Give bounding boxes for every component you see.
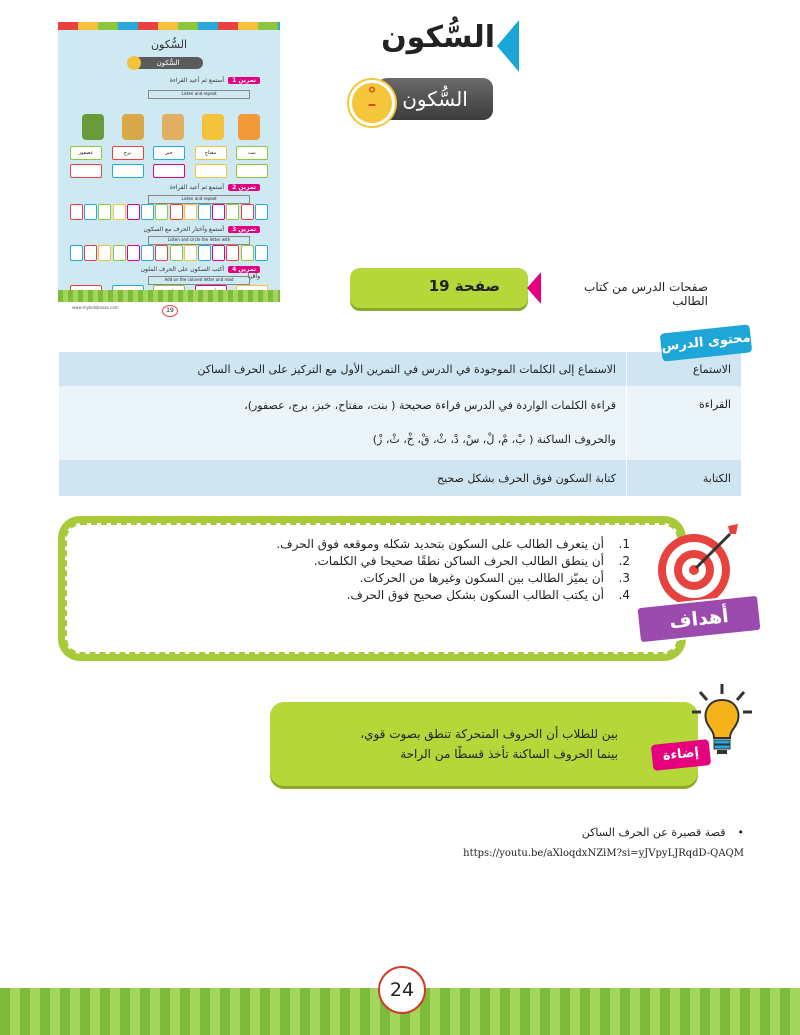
tip-line: بينما الحروف الساكنة تأخذ قسطًا من الراحة: [400, 747, 618, 761]
goals-box: [58, 516, 686, 661]
word-cell: مفتاح: [195, 146, 227, 160]
table-row: [59, 352, 742, 386]
word-cell: برج: [112, 146, 144, 160]
thumbnail-top-stripe: [58, 22, 280, 30]
goal-item: 4. أن يكتب الطالب السكون بشكل صحيح فوق الحرف.: [346, 588, 630, 602]
thumbnail-url: www.mykidsbooks.com: [72, 305, 119, 310]
thumbnail-letter-row: [70, 164, 268, 178]
thumbnail-step-4: تمرين 4أكتب السكون على الحرف الملون وأقرأ: [140, 266, 260, 280]
thumbnail-step-2: تمرين 2أستمع ثم أعيد القراءة: [130, 184, 260, 194]
tip-line: بين للطلاب أن الحروف المتحركة تنطق بصوت قوي،: [360, 727, 618, 741]
page-number: 24: [378, 966, 426, 1014]
tip-text: [288, 724, 618, 764]
thumbnail-note-3: Listen and circle the letter with: [148, 236, 250, 245]
lesson-banner: السُّكون: [377, 78, 493, 120]
description-line: والحروف الساكنة ( بْ، مْ، لْ، سْ، دْ، ثْ، قْ، خْ، ثْ، زْ): [372, 433, 616, 446]
story-text: قصة قصيرة عن الحرف الساكن: [581, 826, 726, 839]
thumbnail-word-row: [70, 146, 268, 160]
thumbnail-sukun-dot: [127, 56, 141, 70]
description-line: قراءة الكلمات الواردة في الدرس قراءة صحيحة ( بنت، مفتاح، خبز، برج، عصفور)،: [244, 399, 616, 412]
word-cell: عصفور: [70, 146, 102, 160]
student-book-thumbnail: [58, 22, 280, 314]
thumbnail-pill: السُّكون: [133, 57, 203, 69]
page-ref-text: صفحة 19: [428, 277, 500, 295]
description-cell: [59, 386, 627, 460]
goals-list: [276, 536, 628, 604]
thumbnail-square-row: [70, 204, 268, 218]
word-cell: بنت: [236, 146, 268, 160]
goal-item: 3. أن يميّز الطالب بين السكون وغيرها من الحركات.: [359, 571, 630, 585]
tower-image: [122, 114, 144, 140]
lesson-content-table: [58, 352, 741, 496]
pointer-triangle-icon: [527, 272, 541, 304]
goals-tag: أهداف الدرس: [635, 594, 762, 645]
bullet-icon: •: [737, 826, 744, 839]
sukun-symbol-badge: ـْ: [349, 80, 395, 126]
skill-cell: الكتابة: [627, 460, 742, 496]
thumbnail-bottom-stripe: [58, 290, 280, 302]
page-ref-pill: [350, 268, 528, 308]
word-cell: خبز: [153, 146, 185, 160]
thumbnail-step-1: تمرين 1أستمع ثم أعيد القراءة: [130, 77, 260, 87]
bread-image: [162, 114, 184, 140]
thumbnail-step-3: تمرين 3أستمع وأختار الحرف مع السكون: [130, 226, 260, 236]
thumbnail-note-2: Listen and repeat: [148, 195, 250, 204]
thumbnail-note-4: Add on the colored letter and read: [148, 276, 250, 285]
goal-item: 1. أن يتعرف الطالب على السكون بتحديد شكله وموقعه فوق الحرف.: [276, 537, 630, 551]
tip-tag: إضاءة: [651, 739, 711, 771]
table-row: [59, 460, 742, 496]
content-tag: محتوى الدرس: [660, 324, 752, 361]
skill-cell: القراءة: [627, 386, 742, 460]
thumbnail-note-1: Listen and repeat: [148, 90, 250, 99]
story-resource: [520, 826, 744, 839]
description-cell: الاستماع إلى الكلمات الموجودة في الدرس في التمرين الأول مع التركيز على الحرف الساكن: [59, 352, 627, 386]
key-image: [202, 114, 224, 140]
tip-box: [270, 702, 698, 786]
thumbnail-square-row-2: [70, 245, 268, 259]
video-link[interactable]: https://youtu.be/aXloqdxNZlM?si=yJVpyLJRqdD-QAQM: [463, 848, 744, 859]
title-arrow-icon: [497, 20, 519, 72]
skill-cell: الاستماع: [627, 352, 742, 386]
description-cell: كتابة السكون فوق الحرف بشكل صحيح: [59, 460, 627, 496]
bird-image: [82, 114, 104, 140]
thumbnail-title: السُّكون: [150, 38, 188, 51]
thumbnail-page-number: 19: [162, 305, 178, 317]
page-ref-label: صفحات الدرس من كتاب الطالب: [584, 280, 708, 308]
table-row: [59, 386, 742, 460]
girl-image: [238, 114, 260, 140]
goal-item: 2. أن ينطق الطالب الحرف الساكن نطقًا صحيحا في الكلمات.: [313, 554, 630, 568]
page-title: السُّكون: [381, 20, 495, 55]
